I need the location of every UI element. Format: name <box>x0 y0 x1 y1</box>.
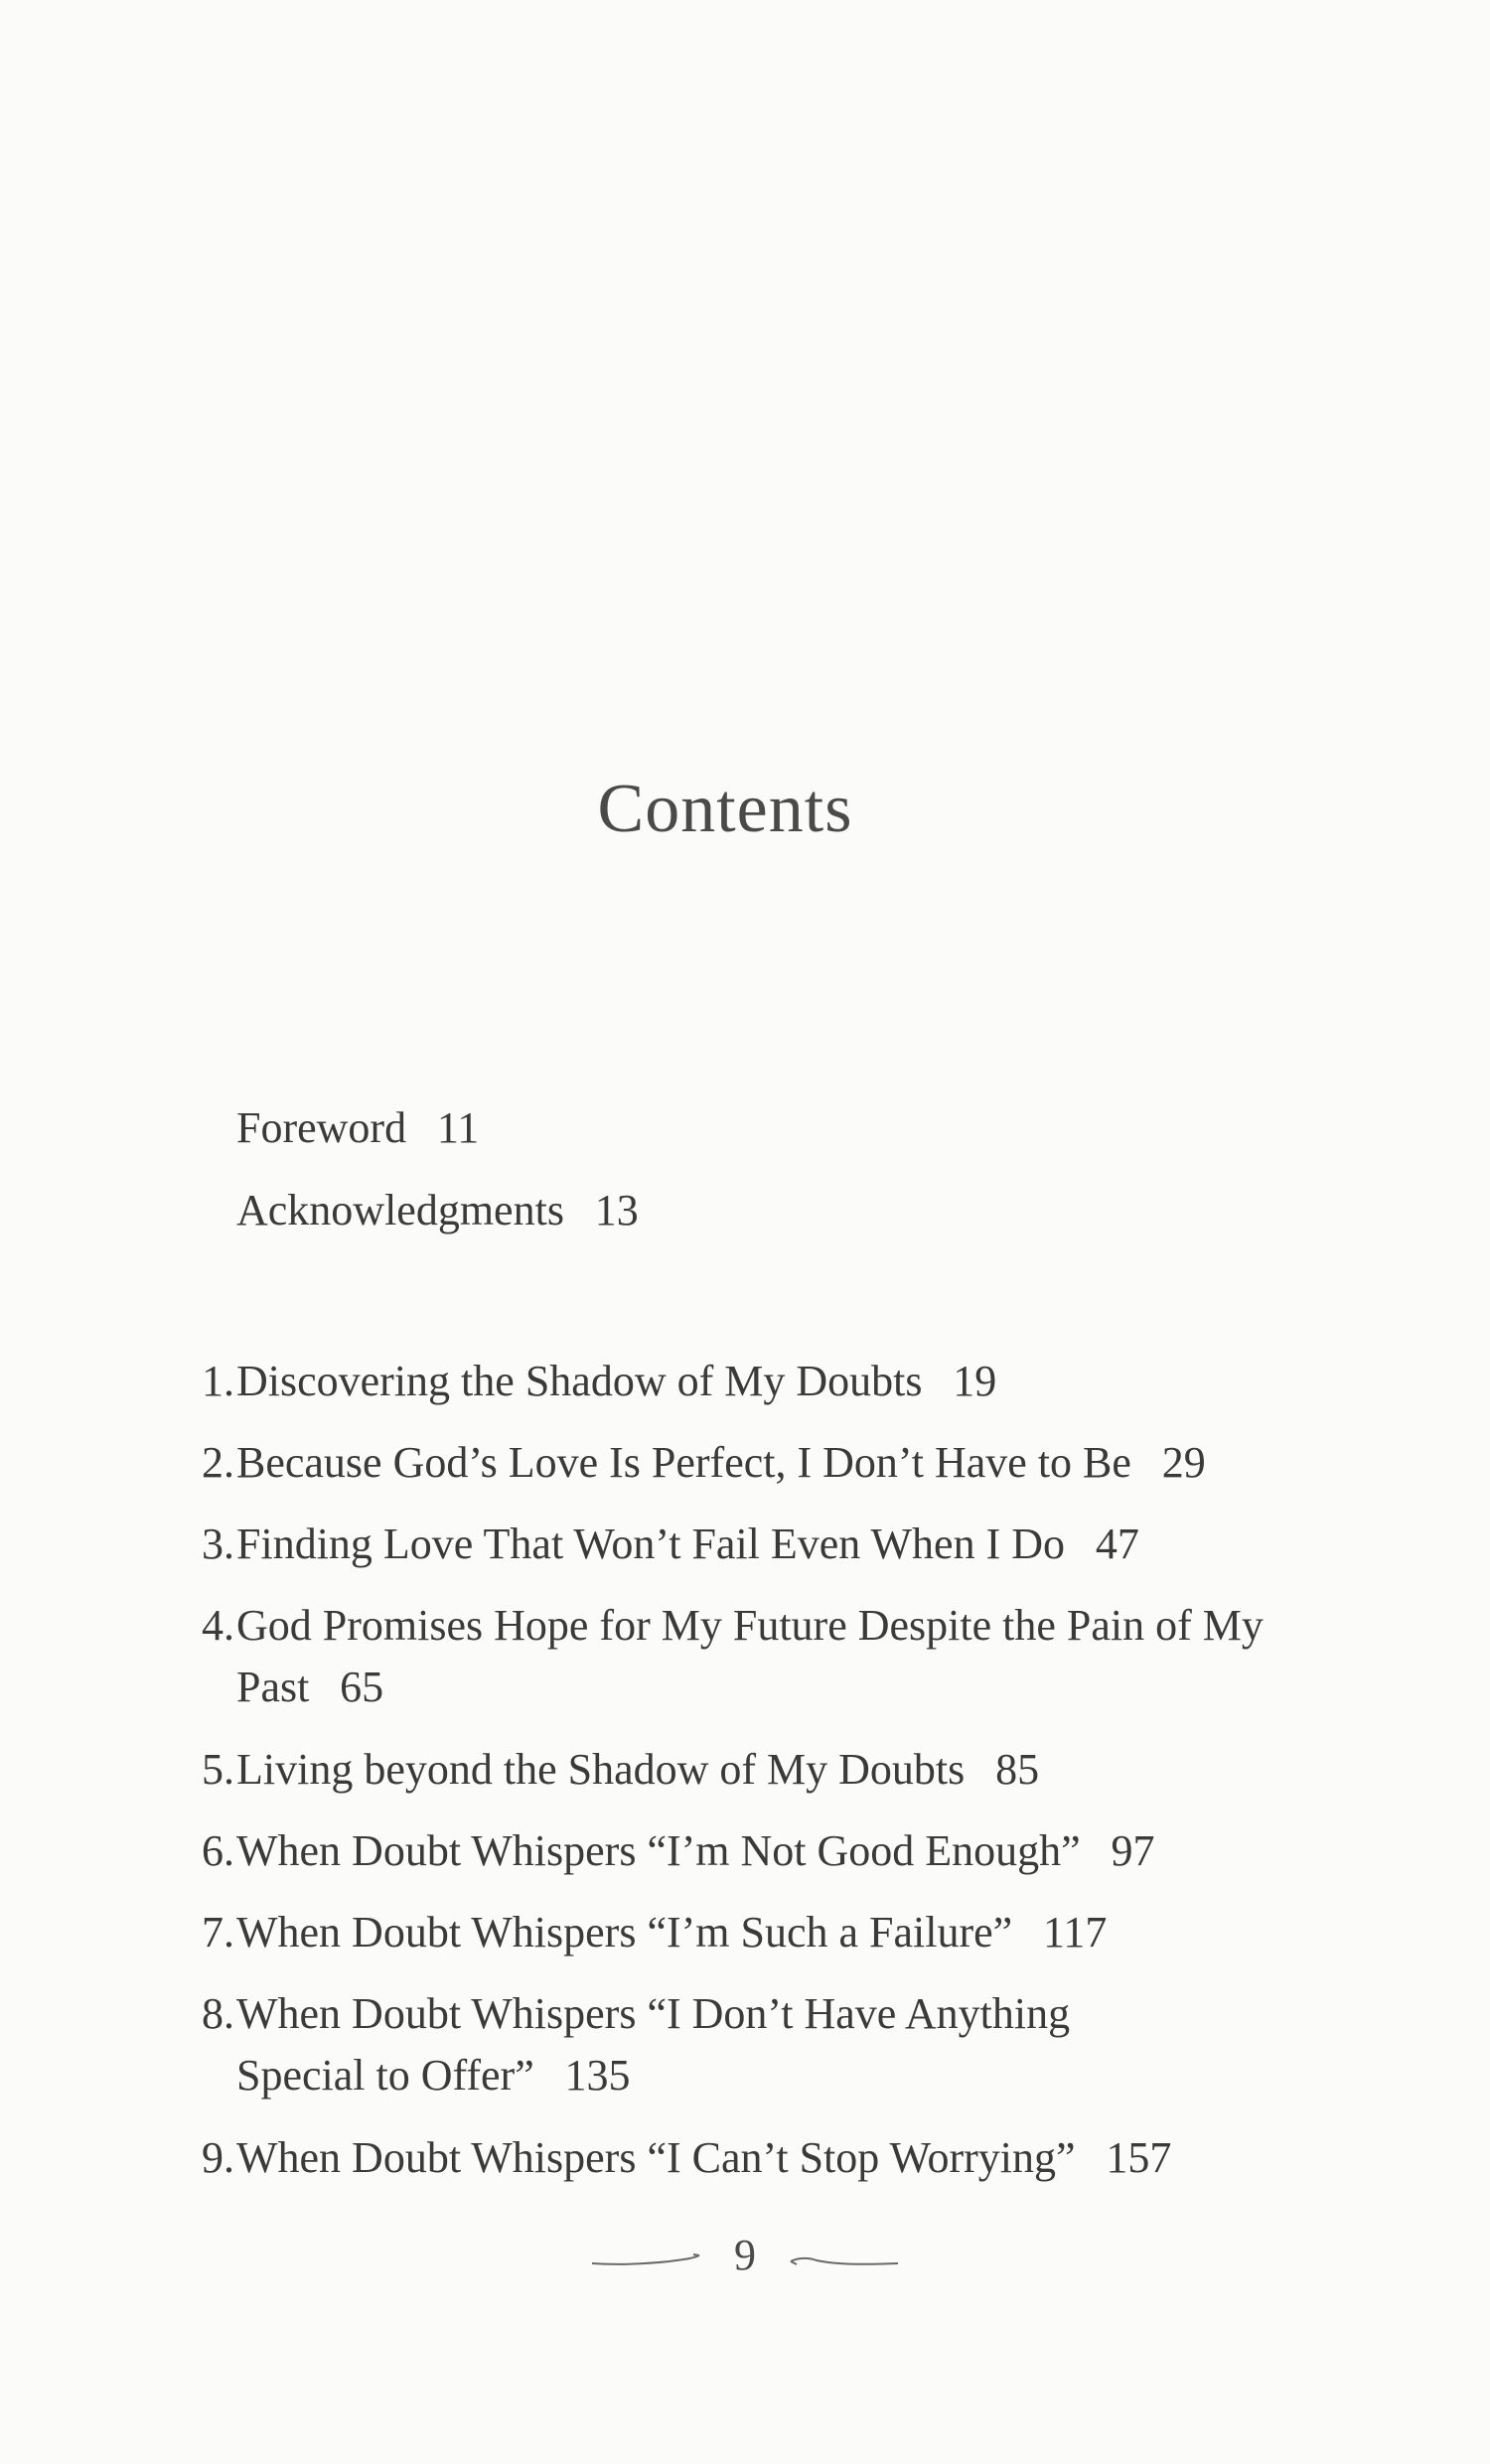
chapter-title: When Doubt Whispers “I’m Not Good Enough” <box>236 1826 1081 1875</box>
toc-chapter-6 <box>202 1820 1329 1882</box>
chapter-title: Because God’s Love Is Perfect, I Don’t Have to Be <box>236 1438 1131 1487</box>
chapter-number: 1. <box>202 1357 234 1405</box>
toc-page-number: 65 <box>340 1663 384 1711</box>
toc-entry-label: Acknowledgments <box>236 1186 564 1234</box>
toc-page-number: 47 <box>1095 1520 1139 1568</box>
toc-page-number: 97 <box>1111 1826 1155 1875</box>
toc-entry-label: Foreword <box>236 1103 407 1152</box>
toc-page-number: 85 <box>995 1745 1040 1794</box>
toc-chapter-8 <box>202 1983 1190 2106</box>
chapter-number: 7. <box>202 1908 234 1957</box>
chapter-title: When Doubt Whispers “I’m Such a Failure” <box>236 1908 1013 1957</box>
chapter-number: 8. <box>202 1989 234 2038</box>
left-swash-ornament <box>590 2249 709 2269</box>
toc-page-number: 157 <box>1106 2133 1172 2182</box>
toc-chapter-9 <box>202 2127 1329 2189</box>
toc-chapter-3 <box>202 1514 1329 1575</box>
chapter-title: When Doubt Whispers “I Don’t Have Anything Special to Offer” <box>236 1989 1071 2100</box>
toc-chapter-2 <box>202 1432 1329 1494</box>
toc-page-number: 11 <box>436 1103 480 1152</box>
chapter-number: 3. <box>202 1520 234 1568</box>
toc-page-number: 19 <box>953 1357 997 1405</box>
toc-page-number: 117 <box>1043 1908 1108 1957</box>
toc-chapter-5 <box>202 1739 1329 1801</box>
page-folio <box>0 2230 1490 2280</box>
page-number: 9 <box>734 2231 756 2279</box>
toc-chapter-7 <box>202 1902 1329 1963</box>
toc-page-number: 135 <box>564 2051 631 2100</box>
toc-page-number: 13 <box>594 1186 639 1234</box>
toc-page-number: 29 <box>1161 1438 1206 1487</box>
toc-chapter-4 <box>202 1595 1309 1718</box>
chapter-number: 9. <box>202 2133 234 2182</box>
chapter-title: Living beyond the Shadow of My Doubts <box>236 1745 966 1794</box>
page-title: Contents <box>597 771 853 847</box>
chapter-title: Finding Love That Won’t Fail Even When I Do <box>236 1520 1066 1568</box>
chapter-number: 5. <box>202 1745 234 1794</box>
chapter-title: God Promises Hope for My Future Despite the Pain of My Past <box>236 1601 1264 1711</box>
chapter-number: 2. <box>202 1438 234 1487</box>
chapter-title: Discovering the Shadow of My Doubts <box>236 1357 923 1405</box>
toc-front-acknowledgments <box>236 1185 639 1235</box>
right-swash-ornament <box>781 2249 900 2269</box>
chapter-title: When Doubt Whispers “I Can’t Stop Worrying” <box>236 2133 1076 2182</box>
toc-front-foreword <box>236 1102 479 1153</box>
chapter-number: 6. <box>202 1826 234 1875</box>
toc-chapter-1 <box>202 1351 1329 1412</box>
chapter-number: 4. <box>202 1601 234 1650</box>
